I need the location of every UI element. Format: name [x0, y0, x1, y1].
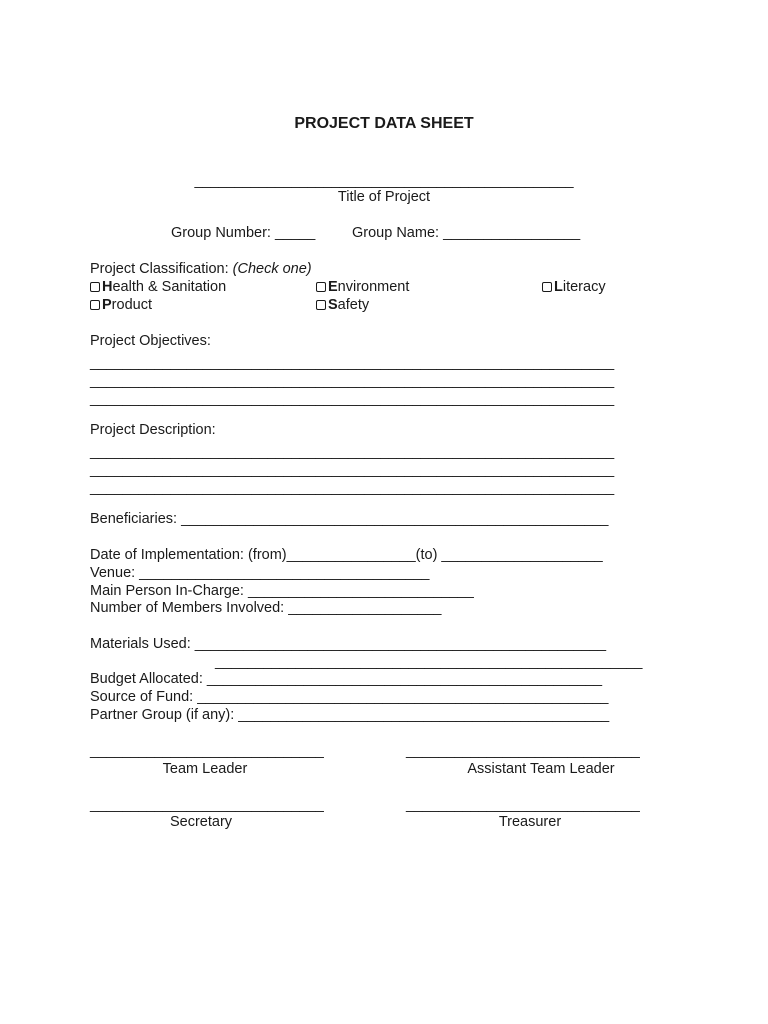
treasurer-signature-line[interactable]: _____________________________: [406, 797, 640, 813]
team-leader-label: Team Leader: [162, 761, 248, 777]
objectives-line[interactable]: _________________________________________________________________: [90, 373, 615, 389]
option-label: afety: [337, 297, 370, 313]
option-product[interactable]: [90, 296, 152, 314]
description-line[interactable]: _________________________________________________________________: [90, 462, 615, 478]
option-initial: P: [102, 297, 112, 313]
secretary-label: Secretary: [169, 814, 233, 830]
option-label: roduct: [111, 297, 152, 313]
source-of-fund-field[interactable]: Source of Fund: ___________________________________________________: [90, 689, 609, 705]
option-label: ealth & Sanitation: [112, 279, 227, 295]
group-name-field[interactable]: Group Name: _________________: [352, 225, 581, 241]
option-initial: L: [554, 279, 563, 295]
number-of-members-field[interactable]: Number of Members Involved: ___________________: [90, 600, 442, 616]
objectives-line[interactable]: _________________________________________________________________: [90, 391, 615, 407]
date-of-implementation-field[interactable]: Date of Implementation: (from)________________(to) ____________________: [90, 547, 603, 563]
option-label: iteracy: [562, 279, 606, 295]
assistant-team-leader-label: Assistant Team Leader: [467, 761, 615, 777]
description-line[interactable]: _________________________________________________________________: [90, 444, 615, 460]
title-of-project-blank[interactable]: _______________________________________________: [194, 173, 574, 189]
beneficiaries-field[interactable]: Beneficiaries: _____________________________________________________: [90, 511, 609, 527]
option-literacy[interactable]: [542, 278, 606, 296]
option-health-sanitation[interactable]: [90, 278, 226, 296]
checkbox-icon[interactable]: [316, 300, 326, 310]
materials-used-field[interactable]: Materials Used: ___________________________________________________: [90, 636, 607, 652]
budget-allocated-field[interactable]: Budget Allocated: _________________________________________________: [90, 671, 603, 687]
materials-used-continuation[interactable]: _____________________________________________________: [215, 654, 643, 670]
option-initial: E: [328, 279, 338, 295]
group-number-field[interactable]: Group Number: _____: [171, 225, 316, 241]
option-label: nvironment: [337, 279, 410, 295]
classification-label-text: Project Classification:: [90, 261, 233, 277]
objectives-line[interactable]: _________________________________________________________________: [90, 355, 615, 371]
secretary-signature-line[interactable]: _____________________________: [90, 797, 324, 813]
project-classification-label: [90, 260, 312, 278]
checkbox-icon[interactable]: [90, 282, 100, 292]
checkbox-icon[interactable]: [316, 282, 326, 292]
description-line[interactable]: _________________________________________________________________: [90, 480, 615, 496]
option-initial: H: [102, 279, 113, 295]
option-initial: S: [328, 297, 338, 313]
classification-hint: (Check one): [232, 261, 312, 277]
checkbox-icon[interactable]: [542, 282, 552, 292]
page-title: PROJECT DATA SHEET: [294, 115, 474, 132]
team-leader-signature-line[interactable]: _____________________________: [90, 743, 324, 759]
main-person-in-charge-field[interactable]: Main Person In-Charge: ____________________________: [90, 583, 474, 599]
description-label: Project Description:: [90, 422, 216, 438]
checkbox-icon[interactable]: [90, 300, 100, 310]
venue-field[interactable]: Venue: ____________________________________: [90, 565, 430, 581]
objectives-label: Project Objectives:: [90, 333, 211, 349]
assistant-team-leader-signature-line[interactable]: _____________________________: [406, 743, 640, 759]
treasurer-label: Treasurer: [498, 814, 562, 830]
title-of-project-label: Title of Project: [337, 189, 431, 205]
option-safety[interactable]: [316, 296, 369, 314]
option-environment[interactable]: [316, 278, 409, 296]
partner-group-field[interactable]: Partner Group (if any): ______________________________________________: [90, 707, 610, 723]
